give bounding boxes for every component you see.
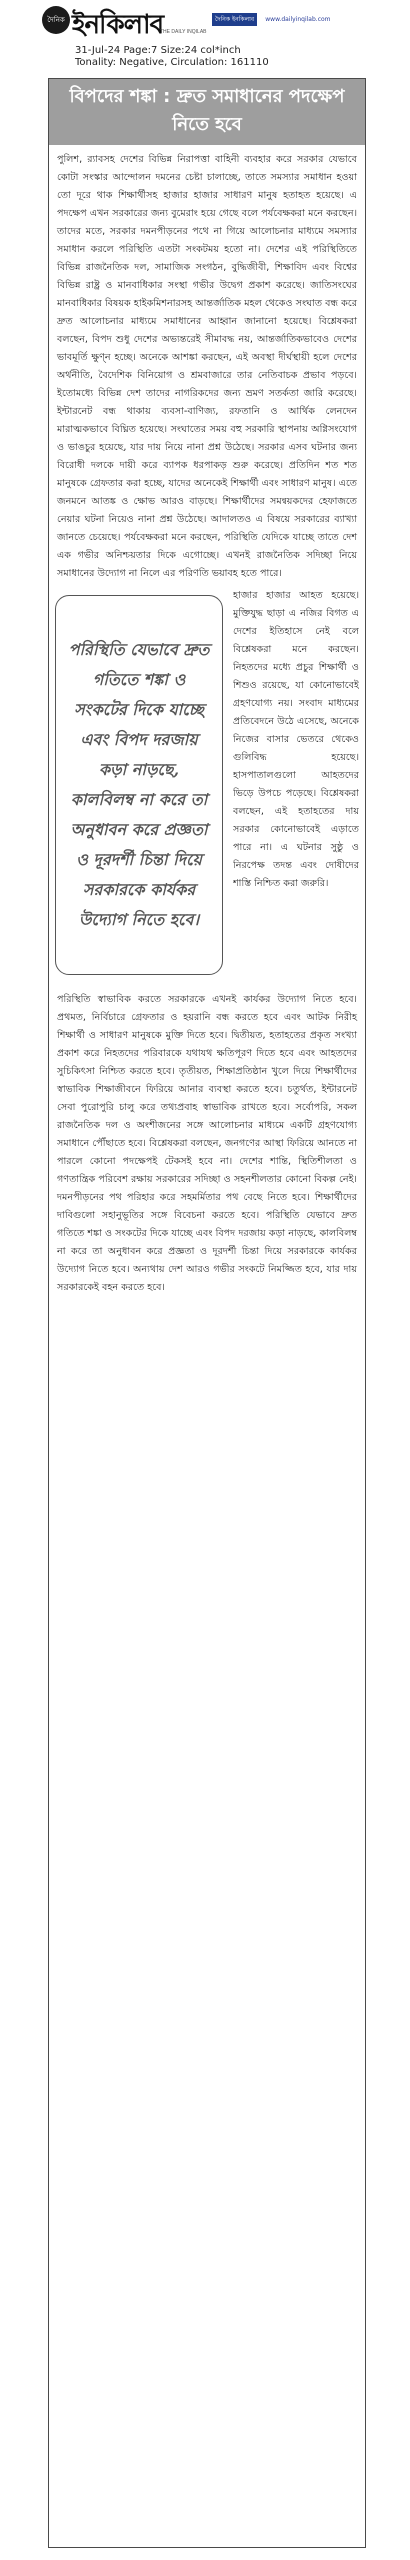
article-middle-section (57, 587, 357, 987)
logo-subtitle: THE DAILY INQILAB (160, 29, 207, 35)
pull-quote-text: পরিস্থিতি যেভাবে দ্রুত গতিতে শঙ্কা ও সংকটের দিকে যাচ্ছে এবং বিপদ দরজায় কড়া নাড়ছে, কালবিলম্ব না করে তা অনুধাবন করে প্রজ্ঞতা ও দূরদর্শী চিন্তা দিয়ে সরকারকে কার্যকর উদ্যোগ নিতে হবে। (68, 640, 210, 929)
logo-wordmark: ইনকিলাব (72, 10, 164, 40)
article-body-bottom: পরিস্থিতি স্বাভাবিক করতে সরকারকে এখনই কার্যকর উদ্যোগ নিতে হবে। প্রথমত, নির্বিচারে গ্রেফতার ও হয়রানি বন্ধ করতে হবে এবং আটক নিরীহ শিক্ষার্থী ও সাধারণ মানুষকে মুক্তি দিতে হবে। দ্বিতীয়ত, হতাহতের প্রকৃত সংখ্যা প্রকাশ করে নিহতদের পরিবারকে যথাযথ ক্ষতিপূরণ দিতে হবে এবং আহতদের সুচিকিৎসা নিশ্চিত করতে হবে। তৃতীয়ত, শিক্ষাপ্রতিষ্ঠান খুলে দিয়ে শিক্ষার্থীদের স্বাভাবিক শিক্ষাজীবনে ফিরিয়ে আনার ব্যবস্থা করতে হবে। চতুর্থত, ইন্টারনেট সেবা পুরোপুরি চালু করে তথ্যপ্রবাহ স্বাভাবিক রাখতে হবে। সর্বোপরি, সকল রাজনৈতিক দল ও অংশীজনের সঙ্গে আলোচনার মাধ্যমে একটি গ্রহণযোগ্য সমাধানে পৌঁছাতে হবে। বিশ্লেষকরা বলছেন, জনগণের আস্থা ফিরিয়ে আনতে না পারলে কোনো পদক্ষেপই টেকসই হবে না। দেশের শান্তি, স্থিতিশীলতা ও গণতান্ত্রিক পরিবেশ রক্ষায় সরকারের সদিচ্ছা ও সহনশীলতার কোনো বিকল্প নেই। দমনপীড়নের পথ পরিহার করে সহমর্মিতার পথ বেছে নিতে হবে। শিক্ষার্থীদের দাবিগুলো সহানুভূতির সঙ্গে বিবেচনা করতে হবে। পরিস্থিতি যেভাবে দ্রুত গতিতে শঙ্কা ও সংকটের দিকে যাচ্ছে এবং বিপদ দরজায় কড়া নাড়ছে, কালবিলম্ব না করে তা অনুধাবন করে প্রজ্ঞতা ও দূরদর্শী চিন্তা দিয়ে সরকারকে কার্যকর উদ্যোগ নিতে হবে। অন্যথায় দেশ আরও গভীর সংকটে নিমজ্জিত হবে, যার দায় সরকারকেই বহন করতে হবে। (57, 994, 357, 1293)
meta-tonality: Tonality: Negative, Circulation: 161110 (75, 57, 269, 68)
masthead (0, 0, 410, 40)
clipping-metadata (75, 45, 269, 69)
header-url[interactable]: www.dailyinqilab.com (265, 16, 331, 23)
article-body-top: পুলিশ, র‌্যাবসহ দেশের বিভিন্ন নিরাপত্তা বাহিনী ব্যবহার করে সরকার যেভাবে কোটা সংস্কার আন্দোলন দমনের চেষ্টা চালাচ্ছে, তাতে সমস্যার সমাধান হওয়া তো দূরে থাক শিক্ষার্থীসহ হাজার হাজার সাধারণ মানুষ হতাহত হয়েছে। এ পদক্ষেপ এখন সরকারের জন্য বুমেরাং হয়ে গেছে বলে পর্যবেক্ষকরা মনে করছেন। তাদের মতে, সরকার দমনপীড়নের পথে না গিয়ে আলোচনার মাধ্যমে সমস্যার সমাধান করলে পরিস্থিতি এতটা সংকটময় হতো না। দেশের এই পরিস্থিতিতে বিভিন্ন রাজনৈতিক দল, সামাজিক সংগঠন, বুদ্ধিজীবী, শিক্ষাবিদ এবং বিশ্বের বিভিন্ন রাষ্ট্র ও মানবাধিকার সংস্থা গভীর উদ্বেগ প্রকাশ করেছে। জাতিসংঘের মানবাধিকার বিষয়ক হাইকমিশনারসহ আন্তর্জাতিক মহল থেকেও সংঘাত বন্ধ করে দ্রুত আলোচনার মাধ্যমে সমাধানের আহ্বান জানানো হয়েছে। বিশ্লেষকরা বলছেন, বিপদ শুধু দেশের অভ্যন্তরেই সীমাবদ্ধ নয়, আন্তর্জাতিকভাবেও দেশের ভাবমূর্তি ক্ষুণ্ন হচ্ছে। অনেকে আশঙ্কা করছেন, এই অবস্থা দীর্ঘস্থায়ী হলে দেশের অর্থনীতি, বৈদেশিক বিনিয়োগ ও শ্রমবাজারে তার নেতিবাচক প্রভাব পড়বে। ইতোমধ্যে বিভিন্ন দেশ তাদের নাগরিকদের জন্য ভ্রমণ সতর্কতা জারি করেছে। ইন্টারনেট বন্ধ থাকায় ব্যবসা-বাণিজ্য, রফতানি ও আর্থিক লেনদেন মারাত্মকভাবে বিঘ্নিত হয়েছে। সংঘাতের সময় বহু সরকারি স্থাপনায় অগ্নিসংযোগ ও ভাঙচুর হয়েছে, যার দায় নিয়ে নানা প্রশ্ন উঠেছে। সরকার এসব ঘটনার জন্য বিরোধী দলকে দায়ী করে ব্যাপক ধরপাকড় শুরু করেছে। প্রতিদিন শত শত মানুষকে গ্রেফতার করা হচ্ছে, যাদের অনেকেই শিক্ষার্থী এবং সাধারণ মানুষ। এতে জনমনে আতঙ্ক ও ক্ষোভ আরও বাড়ছে। শিক্ষার্থীদের সমন্বয়কদের হেফাজতে নেয়ার ঘটনা নিয়েও নানা প্রশ্ন উঠেছে। আদালতও এ বিষয়ে সরকারের ব্যাখ্যা জানতে চেয়েছে। পর্যবেক্ষকরা মনে করছেন, পরিস্থিতি যেদিকে যাচ্ছে তাতে দেশ এক গভীর অনিশ্চয়তার দিকে এগোচ্ছে। এখনই রাজনৈতিক সদিচ্ছা নিয়ে সমাধানের উদ্যোগ না নিলে এর পরিণতি ভয়াবহ হতে পারে। (57, 154, 357, 579)
article-frame (48, 78, 366, 2548)
logo-seal: দৈনিক (42, 6, 70, 34)
newspaper-logo (42, 4, 207, 40)
article-bottom-spacer (49, 1301, 365, 1341)
header-right (212, 6, 402, 36)
meta-date-page: 31-Jul-24 Page:7 Size:24 col*inch (75, 45, 241, 56)
header-tag: দৈনিক ইনকিলাব (212, 13, 257, 26)
article-headline: বিপদের শঙ্কা : দ্রুত সমাধানের পদক্ষেপ নিতে হবে (49, 79, 365, 145)
pull-quote-box (55, 595, 223, 975)
article-right-column: হাজার হাজার আহত হয়েছে। মুক্তিযুদ্ধ ছাড়া এ নজির বিগত এ দেশের ইতিহাসে নেই বলে বিশ্লেষকরা মনে করছেন। নিহতদের মধ্যে প্রচুর শিক্ষার্থী ও শিশুও রয়েছে, যা কোনোভাবেই গ্রহণযোগ্য নয়। সংবাদ মাধ্যমের প্রতিবেদনে উঠে এসেছে, অনেকে নিজের বাসার ভেতরে থেকেও গুলিবিদ্ধ হয়েছে। হাসপাতালগুলো আহতদের ভিড়ে উপচে পড়েছে। বিশ্লেষকরা বলছেন, এই হতাহতের দায় সরকার কোনোভাবেই এড়াতে পারে না। এ ঘটনার সুষ্ঠু ও নিরপেক্ষ তদন্ত এবং দোষীদের শাস্তি নিশ্চিত করা জরুরি। (233, 590, 359, 889)
